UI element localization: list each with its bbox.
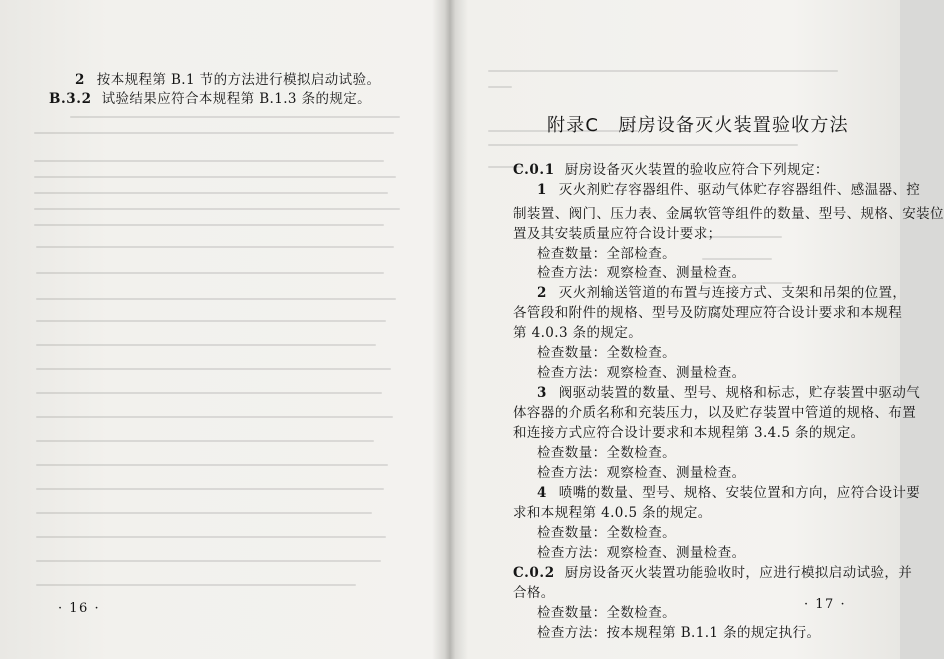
left-page <box>0 0 448 659</box>
right-line-17 <box>537 485 920 501</box>
right-line-9 <box>513 325 642 341</box>
line-text: 检查方法：按本规程第 B.1.1 条的规定执行。 <box>537 625 821 641</box>
appendix-title: 附录C 厨房设备灭火装置验收方法 <box>547 115 849 137</box>
line-text: 合格。 <box>513 585 555 601</box>
right-line-16 <box>537 465 746 481</box>
clause-number: C.0.2 <box>513 565 555 581</box>
right-line-3 <box>513 206 944 222</box>
line-text: 制装置、阀门、压力表、金属软管等组件的数量、型号、规格、安装位 <box>513 206 944 222</box>
right-line-2 <box>537 182 920 198</box>
line-text: 厨房设备灭火装置的验收应符合下列规定： <box>564 162 829 178</box>
left-line-2 <box>49 91 371 107</box>
line-text: 检查方法：观察检查、测量检查。 <box>537 365 746 381</box>
right-line-22 <box>513 585 555 601</box>
right-line-15 <box>537 445 676 461</box>
item-number: 2 <box>75 72 85 88</box>
clause-number: C.0.1 <box>513 162 555 178</box>
line-text: 灭火剂贮存容器组件、驱动气体贮存容器组件、感温器、控 <box>558 182 921 198</box>
item-number: 4 <box>537 485 547 501</box>
right-line-4 <box>513 226 722 242</box>
line-text: 体容器的介质名称和充装压力，以及贮存装置中管道的规格、布置 <box>513 405 917 421</box>
line-text: 检查数量：全部检查。 <box>537 246 676 262</box>
right-line-24 <box>537 625 820 641</box>
page-number-right: · 17 · <box>804 597 847 612</box>
right-line-14 <box>513 425 865 441</box>
right-line-7 <box>537 285 906 301</box>
right-line-13 <box>513 405 916 421</box>
line-text: 第 4.0.3 条的规定。 <box>513 325 643 341</box>
right-line-10 <box>537 345 676 361</box>
line-text: 和连接方式应符合设计要求和本规程第 3.4.5 条的规定。 <box>513 425 865 441</box>
right-line-12 <box>537 385 920 401</box>
right-line-8 <box>513 305 902 321</box>
clause-number: B.3.2 <box>49 91 92 107</box>
right-line-21 <box>513 565 912 581</box>
right-line-11 <box>537 365 746 381</box>
line-text: 检查方法：观察检查、测量检查。 <box>537 265 746 281</box>
line-text: 各管段和附件的规格、型号及防腐处理应符合设计要求和本规程 <box>513 305 903 321</box>
right-line-23 <box>537 605 676 621</box>
line-text: 灭火剂输送管道的布置与连接方式、支架和吊架的位置， <box>558 285 907 301</box>
line-text: 检查数量：全数检查。 <box>537 445 676 461</box>
line-text: 检查数量：全数检查。 <box>537 605 676 621</box>
right-line-18 <box>513 505 712 521</box>
line-text: 置及其安装质量应符合设计要求； <box>513 226 722 242</box>
right-line-6 <box>537 265 746 281</box>
line-text: 求和本规程第 4.0.5 条的规定。 <box>513 505 712 521</box>
line-text: 按本规程第 B.1 节的方法进行模拟启动试验。 <box>96 72 381 88</box>
right-line-19 <box>537 525 676 541</box>
right-line-1 <box>513 162 829 178</box>
right-line-5 <box>537 246 676 262</box>
line-text: 检查数量：全数检查。 <box>537 525 676 541</box>
item-number: 2 <box>537 285 547 301</box>
line-text: 阀驱动装置的数量、型号、规格和标志，贮存装置中驱动气 <box>558 385 921 401</box>
item-number: 3 <box>537 385 547 401</box>
line-text: 厨房设备灭火装置功能验收时，应进行模拟启动试验，并 <box>564 565 913 581</box>
left-line-1 <box>75 72 380 88</box>
line-text: 检查数量：全数检查。 <box>537 345 676 361</box>
line-text: 检查方法：观察检查、测量检查。 <box>537 465 746 481</box>
right-line-20 <box>537 545 746 561</box>
line-text: 试验结果应符合本规程第 B.1.3 条的规定。 <box>101 91 372 107</box>
line-text: 检查方法：观察检查、测量检查。 <box>537 545 746 561</box>
right-page <box>452 0 944 659</box>
item-number: 1 <box>537 182 547 198</box>
page-number-left: · 16 · <box>58 601 101 616</box>
line-text: 喷嘴的数量、型号、规格、安装位置和方向，应符合设计要 <box>558 485 921 501</box>
